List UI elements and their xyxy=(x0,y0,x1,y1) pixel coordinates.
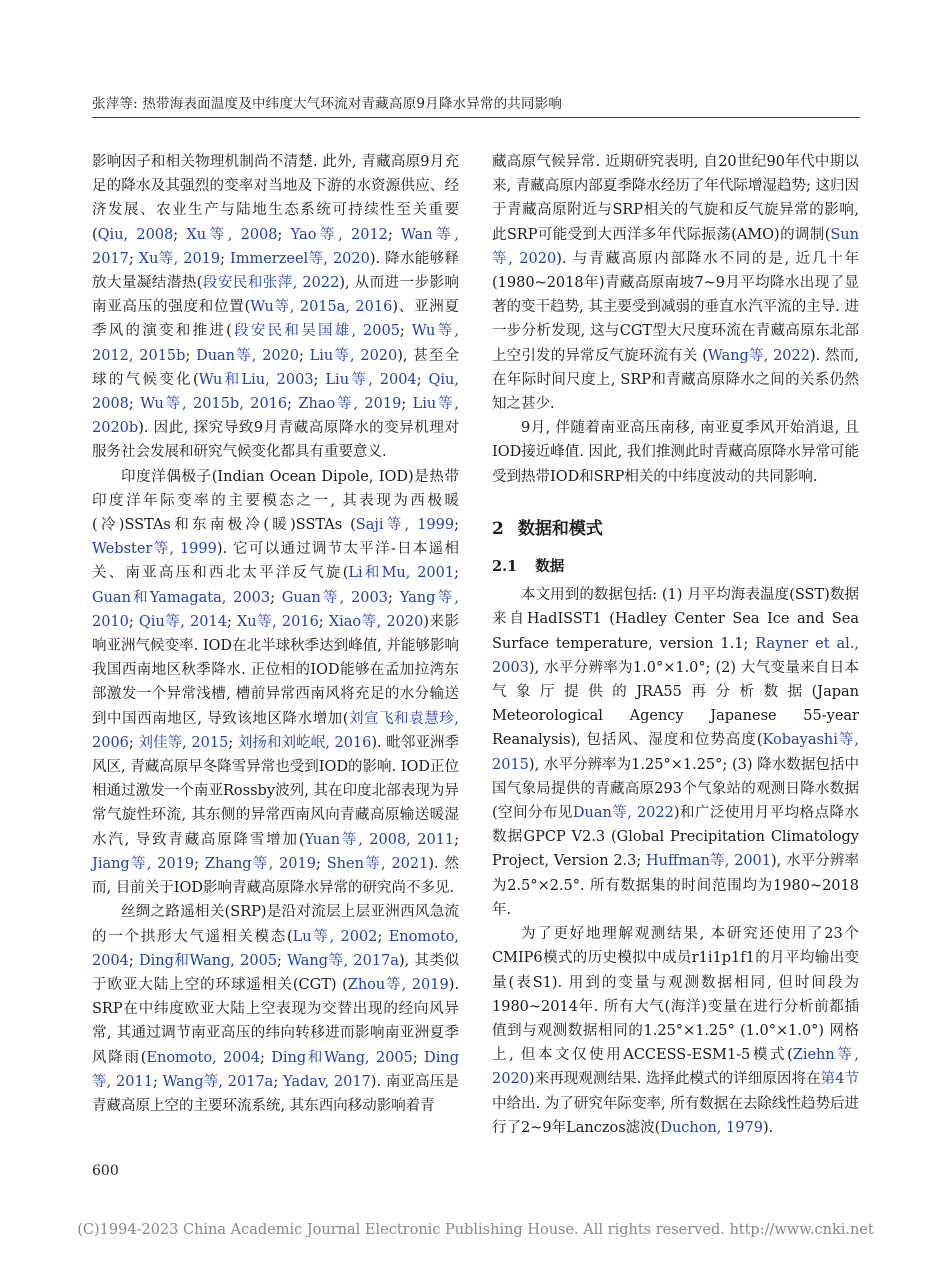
text-run: )来再现观测结果. 选择此模式的详细原因将在 xyxy=(528,1071,821,1088)
text-run: ; xyxy=(173,226,187,243)
text-run: ; xyxy=(220,250,230,267)
section-title: 数据和模式 xyxy=(517,518,603,539)
text-run: ; xyxy=(270,589,282,606)
paragraph xyxy=(492,416,859,489)
text-run: 藏高原气候异常. 近期研究表明, 自20世纪90年代中期以来, 青藏高原内部夏季降水经历了年代际增湿趋势; 这归因于青藏高原附近与SRP相关的气旋和反气旋异常的影响, 此SRP可能受到大西洋多年代际振荡(AMO)的调制( xyxy=(492,154,859,243)
text-run: ; xyxy=(277,226,291,243)
text-run: ; xyxy=(128,250,139,267)
text-run: )来影响亚洲气候变率. IOD在北半球秋季达到峰值, 并能够影响我国西南地区秋季降水. 正位相的IOD能够在孟加拉湾东部激发一个异常浅槽, 槽前异常西南风将充足的水分输送到中国西南地区, 导致该地区降水增加( xyxy=(92,613,459,727)
text-run: 9月, 伴随着南亚高压南移, 南亚夏季风开始消退, 且IOD接近峰值. 因此, 我们推测此时青藏高原降水异常可能受到热带IOD和SRP相关的中纬度波动的共同影响. xyxy=(492,420,859,485)
text-run: )和广泛使用月平均格点降水数据GPCP V2.3 (Global Precipitation Climatology Project, Version 2.3; xyxy=(492,805,859,870)
citation-link[interactable]: Zhao等, 2019 xyxy=(298,396,402,413)
citation-link[interactable]: Wu等, 2012, 2015b xyxy=(92,323,460,364)
citation-link[interactable]: Ding等, 2011 xyxy=(92,1049,460,1090)
text-run: ; xyxy=(454,565,459,582)
left-column xyxy=(92,150,459,1118)
text-run: ). 降水能够释放大量凝结潜热( xyxy=(92,250,460,292)
citation-link[interactable]: 段安民和吴国雄, 2005 xyxy=(231,323,400,340)
text-run: 影响因子和相关物理机制尚不清楚. 此外, 青藏高原9月充足的降水及其强烈的变率对当地及下游的水资源供应、经济发展、农业生产与陆地生态系统可持续性至关重要( xyxy=(92,154,459,243)
citation-link[interactable]: 刘宣飞和袁慧珍, 2006 xyxy=(92,710,459,751)
text-run: ; xyxy=(259,1049,272,1066)
citation-link[interactable]: Enomoto, 2004 xyxy=(92,928,459,969)
running-head: 张萍等: 热带海表面温度及中纬度大气环流对青藏高原9月降水异常的共同影响 xyxy=(92,96,563,112)
citation-link[interactable]: Enomoto, 2004 xyxy=(146,1049,260,1066)
citation-link[interactable]: Jiang等, 2019 xyxy=(92,855,195,872)
text-run: ; xyxy=(152,1073,163,1090)
header-rule xyxy=(92,117,860,118)
text-run: ; xyxy=(194,855,205,872)
text-run: ). 因此, 探究导致9月青藏高原降水的变异机理对服务社会发展和研究气候变化都具有重要意义. xyxy=(92,420,459,461)
citation-link[interactable]: 第4节 xyxy=(820,1071,859,1088)
text-run: ; xyxy=(313,371,326,388)
text-run: ; xyxy=(277,952,288,969)
paragraph xyxy=(492,150,859,416)
citation-link[interactable]: Guan和Yamagata, 2003 xyxy=(92,589,271,606)
text-run: ; xyxy=(416,371,429,388)
text-run: ; xyxy=(299,347,310,364)
text-run: ). 南亚高压是青藏高原上空的主要环流系统, 其东西向移动影响着青 xyxy=(92,1073,460,1114)
text-run: ; xyxy=(377,928,389,945)
text-run: ), 甚至全球的气候变化( xyxy=(92,347,459,388)
text-run: ; xyxy=(315,855,327,872)
citation-link[interactable]: Ding和Wang, 2005 xyxy=(138,952,278,969)
text-run: ; xyxy=(128,396,141,413)
citation-link[interactable]: Webster等, 1999 xyxy=(92,541,217,558)
text-run: ). SRP在中纬度欧亚大陆上空表现为交替出现的经向风异常, 其通过调节南亚高压的纬向转移进而影响南亚洲夏季风降雨( xyxy=(92,976,459,1066)
citation-link[interactable]: Yao等, 2012 xyxy=(290,226,388,243)
section-heading xyxy=(492,517,859,541)
paragraph xyxy=(492,583,859,922)
text-run: ; xyxy=(228,734,238,751)
citation-link[interactable]: Duchon, 1979 xyxy=(660,1119,763,1136)
citation-link[interactable]: Yadav, 2017 xyxy=(283,1073,371,1090)
text-run: ; xyxy=(128,952,139,969)
text-run: ), 水平分辨率为2.5°×2.5°. 所有数据集的时间范围均为1980~2018年. xyxy=(492,853,860,918)
citation-link[interactable]: Saji等, 1999 xyxy=(355,517,455,534)
text-run: ). 然而, 在年际时间尺度上, SRP和青藏高原降水之间的关系仍然知之甚少. xyxy=(492,347,859,413)
citation-link[interactable]: Wu等, 2015a, 2016 xyxy=(250,299,393,316)
text-run: 印度洋偶极子(Indian Ocean Dipole, IOD)是热带印度洋年际变率的主要模态之一, 其表现为西极暖(冷)SSTAs和东南极冷(暖)SSTAs ( xyxy=(92,468,459,534)
citation-link[interactable]: Guan等, 2003 xyxy=(281,589,388,606)
text-run: 为了更好地理解观测结果, 本研究还使用了23个CMIP6模式的历史模拟中成员r1i1p1f1的月平均输出变量(表S1). 用到的变量与观测数据相同, 但时间段为1980~2014年. 所有大气(海洋)变量在进行分析前都插值到与观测数据相同的1.25°×1.25° (1.0°×1.0°) 网格上, 但本文仅使用ACCESS-ESM1-5模式( xyxy=(492,926,859,1064)
citation-link[interactable]: Liu等, 2004 xyxy=(325,371,417,388)
citation-link[interactable]: Kobayashi等, 2015 xyxy=(492,732,859,773)
text-run: ). 与青藏高原内部降水不同的是, 近几十年(1980~2018年)青藏高原南坡7~9月平均降水出现了显著的变干趋势, 其主要受到减弱的垂直水汽平流的主导. 进一步分析发现, 这与CGT型大尺度环流在青藏高原东北部上空引发的异常反气旋环流有关 ( xyxy=(492,250,859,364)
text-run: ), 水平分辨率为1.0°×1.0°; (2) 大气变量来自日本气象厅提供的JRA55再分析数据(Japan Meteorological Agency Japanese 55-year Reanalysis), 包括风、湿度和位势高度( xyxy=(492,659,859,749)
text-run: ). 它可以通过调节太平洋-日本遥相关、南亚高压和西北太平洋反气旋( xyxy=(92,541,459,582)
text-run: ; xyxy=(454,517,459,534)
copyright-notice: (C)1994-2023 China Academic Journal Electronic Publishing House. All rights reserved. http://www.cnki.net xyxy=(77,1222,874,1238)
citation-link[interactable]: Xiao等, 2020 xyxy=(328,613,424,630)
subsection-heading xyxy=(492,555,859,579)
citation-link[interactable]: Duan等, 2022 xyxy=(572,805,674,822)
text-run: ). 然而, 目前关于IOD影响青藏高原降水异常的研究尚不多见. xyxy=(92,855,459,897)
citation-link[interactable]: Liu等, 2020b xyxy=(92,396,459,437)
text-run: ; xyxy=(128,734,139,751)
citation-link[interactable]: Wang等, 2017a xyxy=(162,1073,274,1090)
citation-link[interactable]: Wu和Liu, 2003 xyxy=(198,371,314,388)
citation-link[interactable]: Ding和Wang, 2005 xyxy=(271,1049,413,1066)
citation-link[interactable]: Immerzeel等, 2020 xyxy=(229,250,370,267)
citation-link[interactable]: 刘佳等, 2015 xyxy=(138,734,229,751)
paragraph xyxy=(492,922,859,1140)
citation-link[interactable]: Ziehn等, 2020 xyxy=(492,1047,859,1088)
text-run: ; xyxy=(273,1073,283,1090)
right-column xyxy=(492,150,859,1140)
citation-link[interactable]: Rayner et al., 2003 xyxy=(492,635,859,676)
text-run: 丝绸之路遥相关(SRP)是沿对流层上层亚洲西风急流的一个拱形大气遥相关模态( xyxy=(92,904,459,945)
text-run: ; xyxy=(412,1049,425,1066)
text-run: ; xyxy=(185,347,197,364)
citation-link[interactable]: Huffman等, 2001 xyxy=(646,853,772,870)
text-run: ), 其类似于欧亚大陆上空的环球遥相关(CGT) ( xyxy=(92,952,459,993)
citation-link[interactable]: Wang等, 2022 xyxy=(707,347,810,364)
citation-link[interactable]: Li和Mu, 2001 xyxy=(348,565,455,582)
citation-link[interactable]: 段安民和张萍, 2022 xyxy=(202,275,340,292)
text-run: ; xyxy=(399,323,412,340)
text-run: ; xyxy=(128,613,139,630)
text-run: 中给出. 为了研究年际变率, 所有数据在去除线性趋势后进行了2~9年Lanczos滤波( xyxy=(492,1095,859,1136)
text-run: ). xyxy=(762,1119,774,1136)
citation-link[interactable]: Qiu, 2008 xyxy=(97,226,174,243)
citation-link[interactable]: Xu等, 2019 xyxy=(138,250,221,267)
citation-link[interactable]: Lu等, 2002 xyxy=(292,928,378,945)
text-run: ; xyxy=(287,396,299,413)
text-run: ), 水平分辨率为1.25°×1.25°; (3) 降水数据包括中国气象局提供的青藏高原293个气象站的观测日降水数据(空间分布见 xyxy=(492,756,859,822)
subsection-title: 数据 xyxy=(535,558,565,576)
citation-link[interactable]: Zhang等, 2019 xyxy=(204,855,316,872)
citation-link[interactable]: Liu等, 2020 xyxy=(309,347,398,364)
citation-link[interactable]: Sun等, 2020 xyxy=(492,226,859,267)
citation-link[interactable]: Qiu等, 2014 xyxy=(138,613,227,630)
text-run: ). 毗邻亚洲季风区, 青藏高原早冬降雪异常也受到IOD的影响. IOD正位相通过激发一个南亚Rossby波列, 其在印度北部表现为异常气旋性环流, 其东侧的异常西南风向青藏高原输送暖湿水汽, 导致青藏高原降雪增加( xyxy=(92,734,460,848)
citation-link[interactable]: 刘扬和刘屹岷, 2016 xyxy=(237,734,372,751)
text-run: ; xyxy=(401,396,413,413)
text-run: ; xyxy=(387,226,402,243)
citation-link[interactable]: Yuan等, 2008, 2011 xyxy=(304,831,455,848)
citation-link[interactable]: Wu等, 2015b, 2016 xyxy=(140,396,288,413)
text-run: )、亚洲夏季风的演变和推进( xyxy=(92,299,459,340)
text-run: ; xyxy=(226,613,237,630)
citation-link[interactable]: Qiu, 2008 xyxy=(92,371,459,413)
section-number: 2 xyxy=(492,518,504,539)
subsection-number: 2.1 xyxy=(492,558,518,576)
text-run: ; xyxy=(388,589,400,606)
citation-link[interactable]: Xu等, 2016 xyxy=(236,613,319,630)
text-run: ; xyxy=(454,831,460,848)
text-run: 本文用到的数据包括: (1) 月平均海表温度(SST)数据来自HadISST1 (Hadley Center Sea Ice and Sea Surface temperature, version 1.1; xyxy=(492,587,859,652)
citation-link[interactable]: Shen等, 2021 xyxy=(326,855,429,872)
paragraph xyxy=(92,900,459,1118)
citation-link[interactable]: Zhou等, 2019 xyxy=(347,976,449,993)
page-number: 600 xyxy=(92,1163,119,1179)
paragraph xyxy=(92,150,459,465)
citation-link[interactable]: Duan等, 2020 xyxy=(196,347,300,364)
citation-link[interactable]: Wan等, 2017 xyxy=(92,226,459,267)
text-run: ), 从而进一步影响南亚高压的强度和位置( xyxy=(92,275,459,316)
paragraph xyxy=(92,465,459,901)
text-run: ; xyxy=(318,613,329,630)
citation-link[interactable]: Wang等, 2017a xyxy=(287,952,399,969)
citation-link[interactable]: Xu等, 2008 xyxy=(186,226,278,243)
citation-link[interactable]: Yang等, 2010 xyxy=(92,589,459,630)
